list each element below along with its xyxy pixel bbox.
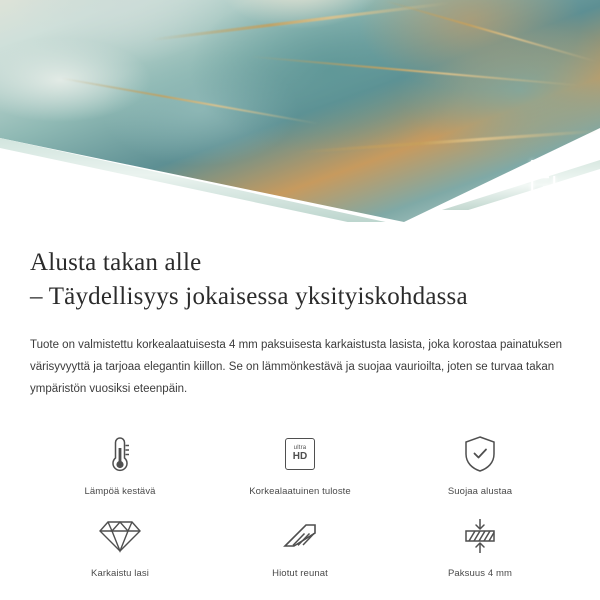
feature-item-heat-resistant <box>30 431 210 497</box>
headline-line-1: Alusta takan alle <box>30 249 202 276</box>
feature-grid <box>30 431 570 579</box>
ultra-hd-badge-top: ultra <box>293 445 307 452</box>
feature-label: Korkealaatuinen tuloste <box>249 485 351 497</box>
shield-check-icon <box>462 431 498 477</box>
feature-item-thickness <box>390 513 570 579</box>
ultra-hd-icon <box>285 431 315 477</box>
polished-edges-icon <box>280 513 320 559</box>
feature-label: Suojaa alustaa <box>447 485 513 497</box>
feature-label: Paksuus 4 mm <box>447 567 513 579</box>
feature-item-print-quality <box>210 431 390 497</box>
thermometer-icon <box>106 431 134 477</box>
feature-label: Karkaistu lasi <box>91 567 149 579</box>
feature-label: Lämpöä kestävä <box>84 485 156 497</box>
thickness-arrows-icon <box>460 513 500 559</box>
diamond-icon <box>99 513 141 559</box>
headline-line-2: – Täydellisyys jokaisessa yksityiskohdassa <box>30 282 468 310</box>
content-area <box>0 246 600 579</box>
feature-item-tempered-glass <box>30 513 210 579</box>
feature-label: Hiotut reunat <box>272 567 328 579</box>
ultra-hd-badge-bottom: HD <box>292 451 308 463</box>
page-title <box>30 246 570 314</box>
feature-item-polished-edges <box>210 513 390 579</box>
description-paragraph: Tuote on valmistettu korkealaatuisesta 4 mm paksuisesta karkaistusta lasista, joka korostaa painatuksen värisyvyyttä ja tarjoaa elegantin kiillon. Se on lämmönkestävä ja suojaa vaurioilta, joten se turvaa takan ympäristön vuosiksi eteenpäin. <box>30 338 563 396</box>
hero-image <box>0 0 600 222</box>
feature-item-protects-surface <box>390 431 570 497</box>
